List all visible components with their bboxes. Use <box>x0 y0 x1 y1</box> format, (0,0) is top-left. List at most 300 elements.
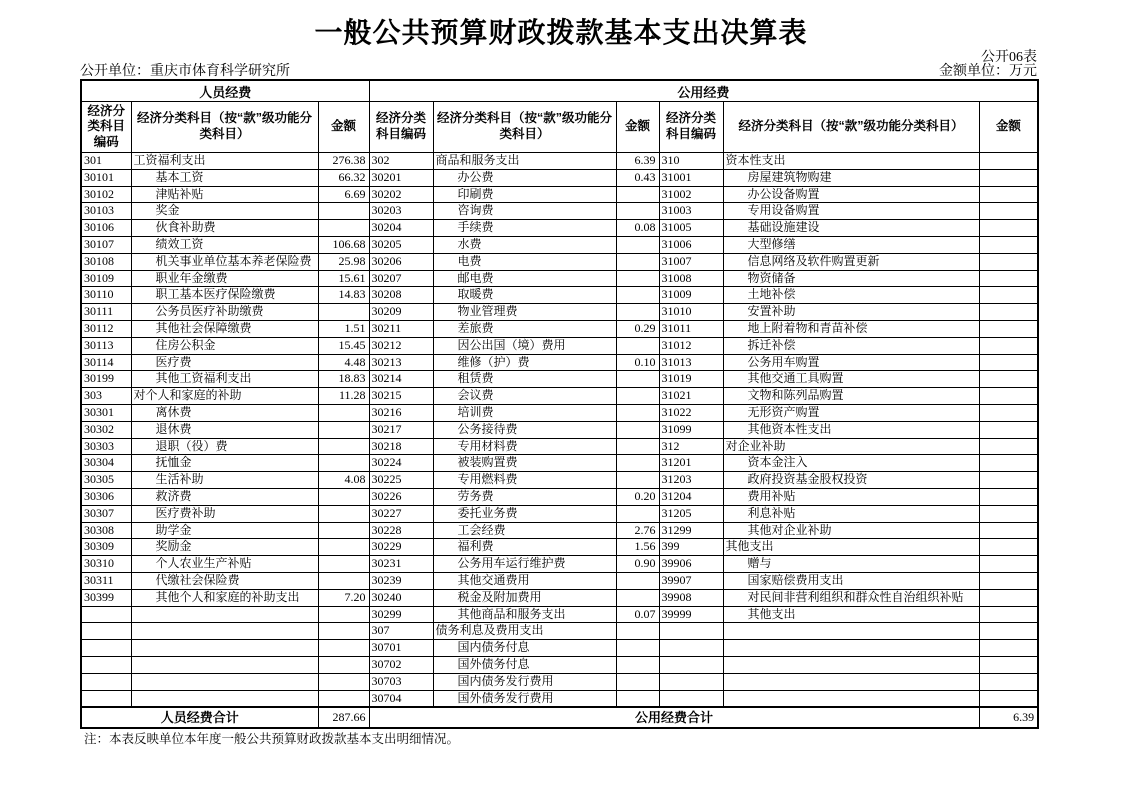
subject-cell: 被装购置费 <box>433 455 616 472</box>
code-cell: 30231 <box>369 556 433 573</box>
subject-cell: 利息补贴 <box>723 505 979 522</box>
amount-column-header: 金额 <box>979 102 1038 153</box>
code-cell: 31205 <box>659 505 723 522</box>
subject-cell: 代缴社会保险费 <box>131 572 318 589</box>
subject-cell: 大型修缮 <box>723 236 979 253</box>
subject-cell: 住房公积金 <box>131 337 318 354</box>
amount-cell <box>616 572 659 589</box>
subject-cell: 拆迁补偿 <box>723 337 979 354</box>
code-cell: 30207 <box>369 270 433 287</box>
table-row <box>81 606 1038 623</box>
table-row <box>81 640 1038 657</box>
amount-cell <box>616 656 659 673</box>
amount-cell <box>979 589 1038 606</box>
amount-cell <box>979 388 1038 405</box>
subject-cell: 对个人和家庭的补助 <box>131 388 318 405</box>
amount-cell <box>318 572 369 589</box>
table-row <box>81 388 1038 405</box>
amount-cell <box>979 236 1038 253</box>
subject-cell: 绩效工资 <box>131 236 318 253</box>
amount-cell <box>318 505 369 522</box>
code-cell: 30213 <box>369 354 433 371</box>
amount-cell <box>979 354 1038 371</box>
code-cell: 30701 <box>369 640 433 657</box>
code-cell: 30227 <box>369 505 433 522</box>
table-body <box>81 153 1038 708</box>
code-cell: 31011 <box>659 320 723 337</box>
code-cell: 30301 <box>81 404 131 421</box>
subject-cell: 政府投资基金股权投资 <box>723 472 979 489</box>
subject-cell: 专用燃料费 <box>433 472 616 489</box>
subject-cell: 医疗费 <box>131 354 318 371</box>
table-row <box>81 556 1038 573</box>
table-row <box>81 589 1038 606</box>
amount-cell <box>979 488 1038 505</box>
amount-cell: 18.83 <box>318 371 369 388</box>
amount-cell <box>979 572 1038 589</box>
subject-cell: 无形资产购置 <box>723 404 979 421</box>
amount-cell <box>318 455 369 472</box>
subject-cell: 其他交通工具购置 <box>723 371 979 388</box>
subject-cell <box>723 623 979 640</box>
subject-cell: 基础设施建设 <box>723 220 979 237</box>
subject-cell: 办公设备购置 <box>723 186 979 203</box>
subject-cell: 其他商品和服务支出 <box>433 606 616 623</box>
subject-cell: 其他资本性支出 <box>723 421 979 438</box>
amount-cell: 4.48 <box>318 354 369 371</box>
code-cell: 31005 <box>659 220 723 237</box>
subject-cell: 租赁费 <box>433 371 616 388</box>
subject-cell: 生活补助 <box>131 472 318 489</box>
amount-cell <box>616 404 659 421</box>
code-cell: 31002 <box>659 186 723 203</box>
amount-cell <box>979 539 1038 556</box>
subject-cell: 维修（护）费 <box>433 354 616 371</box>
personnel-total-label: 人员经费合计 <box>81 707 318 728</box>
code-cell: 301 <box>81 153 131 170</box>
amount-cell: 15.45 <box>318 337 369 354</box>
amount-cell <box>616 203 659 220</box>
code-cell: 30205 <box>369 236 433 253</box>
amount-cell: 25.98 <box>318 253 369 270</box>
code-cell: 31001 <box>659 169 723 186</box>
code-cell: 30202 <box>369 186 433 203</box>
code-cell: 30113 <box>81 337 131 354</box>
subject-cell: 公务用车购置 <box>723 354 979 371</box>
amount-cell <box>979 438 1038 455</box>
amount-cell <box>616 388 659 405</box>
code-cell: 399 <box>659 539 723 556</box>
subject-cell: 专用材料费 <box>433 438 616 455</box>
code-cell: 30704 <box>369 690 433 707</box>
amount-cell: 6.69 <box>318 186 369 203</box>
amount-cell <box>616 421 659 438</box>
amount-cell <box>979 522 1038 539</box>
amount-cell <box>979 153 1038 170</box>
subject-cell: 职工基本医疗保险缴费 <box>131 287 318 304</box>
code-cell: 30703 <box>369 673 433 690</box>
code-cell: 30218 <box>369 438 433 455</box>
amount-cell <box>318 606 369 623</box>
subject-cell: 税金及附加费用 <box>433 589 616 606</box>
amount-cell: 0.07 <box>616 606 659 623</box>
table-row <box>81 270 1038 287</box>
amount-cell <box>616 505 659 522</box>
subject-cell: 津贴补贴 <box>131 186 318 203</box>
code-cell: 30239 <box>369 572 433 589</box>
subject-cell <box>723 673 979 690</box>
code-cell: 30306 <box>81 488 131 505</box>
subject-cell: 工会经费 <box>433 522 616 539</box>
subject-cell: 伙食补助费 <box>131 220 318 237</box>
amount-cell: 0.10 <box>616 354 659 371</box>
subject-cell <box>723 640 979 657</box>
code-cell <box>659 690 723 707</box>
code-cell: 30229 <box>369 539 433 556</box>
code-cell: 303 <box>81 388 131 405</box>
amount-cell <box>616 690 659 707</box>
footnote: 注：本表反映单位本年度一般公共预算财政拨款基本支出明细情况。 <box>84 732 460 746</box>
amount-cell <box>616 455 659 472</box>
amount-cell <box>979 505 1038 522</box>
subject-cell: 助学金 <box>131 522 318 539</box>
amount-cell <box>318 556 369 573</box>
amount-cell <box>979 371 1038 388</box>
code-cell: 31010 <box>659 304 723 321</box>
amount-cell: 0.90 <box>616 556 659 573</box>
code-column-header: 经济分类科目编码 <box>369 102 433 153</box>
group-header-row <box>81 80 1038 102</box>
amount-cell <box>979 203 1038 220</box>
code-cell: 30225 <box>369 472 433 489</box>
column-header-row <box>81 102 1038 153</box>
code-cell: 30201 <box>369 169 433 186</box>
subject-cell: 物业管理费 <box>433 304 616 321</box>
subject-cell: 福利费 <box>433 539 616 556</box>
subject-cell: 奖励金 <box>131 539 318 556</box>
code-cell: 31299 <box>659 522 723 539</box>
code-cell: 30228 <box>369 522 433 539</box>
table-row <box>81 623 1038 640</box>
table-row <box>81 673 1038 690</box>
subject-cell: 会议费 <box>433 388 616 405</box>
code-cell: 30199 <box>81 371 131 388</box>
subject-cell: 债务利息及费用支出 <box>433 623 616 640</box>
amount-cell <box>979 472 1038 489</box>
subject-cell: 退休费 <box>131 421 318 438</box>
table-row <box>81 253 1038 270</box>
code-cell: 30216 <box>369 404 433 421</box>
amount-cell <box>979 320 1038 337</box>
amount-cell <box>616 589 659 606</box>
table-number: 公开06表 <box>981 50 1037 65</box>
subject-cell: 委托业务费 <box>433 505 616 522</box>
subject-column-header: 经济分类科目（按“款”级功能分类科目） <box>433 102 616 153</box>
subject-cell: 取暖费 <box>433 287 616 304</box>
code-column-header: 经济分类科目编码 <box>659 102 723 153</box>
subject-cell: 手续费 <box>433 220 616 237</box>
amount-cell: 7.20 <box>318 589 369 606</box>
subject-cell: 基本工资 <box>131 169 318 186</box>
amount-cell <box>616 253 659 270</box>
table-row <box>81 488 1038 505</box>
subject-cell <box>131 606 318 623</box>
table-row <box>81 404 1038 421</box>
subject-cell: 其他个人和家庭的补助支出 <box>131 589 318 606</box>
amount-cell <box>616 236 659 253</box>
code-cell: 31013 <box>659 354 723 371</box>
amount-cell <box>318 220 369 237</box>
group-header-personnel: 人员经费 <box>81 80 369 102</box>
subject-cell: 公务用车运行维护费 <box>433 556 616 573</box>
code-cell: 302 <box>369 153 433 170</box>
table-row <box>81 371 1038 388</box>
table-row <box>81 337 1038 354</box>
amount-cell <box>616 304 659 321</box>
code-cell: 30311 <box>81 572 131 589</box>
amount-cell <box>979 656 1038 673</box>
table-row <box>81 354 1038 371</box>
amount-cell: 6.39 <box>616 153 659 170</box>
subject-cell: 专用设备购置 <box>723 203 979 220</box>
amount-cell: 66.32 <box>318 169 369 186</box>
code-cell: 30112 <box>81 320 131 337</box>
subject-cell: 印刷费 <box>433 186 616 203</box>
amount-cell <box>979 623 1038 640</box>
subject-cell: 邮电费 <box>433 270 616 287</box>
code-cell: 30399 <box>81 589 131 606</box>
amount-cell: 15.61 <box>318 270 369 287</box>
subject-cell: 因公出国（境）费用 <box>433 337 616 354</box>
subject-cell: 其他交通费用 <box>433 572 616 589</box>
amount-cell <box>616 438 659 455</box>
table-row <box>81 539 1038 556</box>
amount-cell <box>979 287 1038 304</box>
subject-cell: 劳务费 <box>433 488 616 505</box>
subject-cell: 退职（役）费 <box>131 438 318 455</box>
amount-cell <box>318 488 369 505</box>
subject-cell: 国内债务发行费用 <box>433 673 616 690</box>
subject-cell: 安置补助 <box>723 304 979 321</box>
subject-cell: 咨询费 <box>433 203 616 220</box>
code-cell: 30204 <box>369 220 433 237</box>
code-cell: 31006 <box>659 236 723 253</box>
table-row <box>81 320 1038 337</box>
code-cell <box>659 673 723 690</box>
code-cell: 30308 <box>81 522 131 539</box>
code-cell: 30212 <box>369 337 433 354</box>
subject-cell <box>131 623 318 640</box>
amount-cell <box>616 270 659 287</box>
subject-cell: 文物和陈列品购置 <box>723 388 979 405</box>
amount-cell <box>318 623 369 640</box>
subject-cell: 办公费 <box>433 169 616 186</box>
code-cell: 30309 <box>81 539 131 556</box>
table-row <box>81 656 1038 673</box>
code-cell <box>81 656 131 673</box>
code-cell: 30111 <box>81 304 131 321</box>
table-row <box>81 472 1038 489</box>
table-row <box>81 522 1038 539</box>
amount-cell <box>979 253 1038 270</box>
code-cell: 39908 <box>659 589 723 606</box>
amount-cell <box>979 606 1038 623</box>
subject-column-header: 经济分类科目（按“款”级功能分类科目） <box>723 102 979 153</box>
amount-cell <box>616 287 659 304</box>
amount-cell <box>616 186 659 203</box>
code-cell: 30109 <box>81 270 131 287</box>
subject-cell: 差旅费 <box>433 320 616 337</box>
code-column-header: 经济分类科目编码 <box>81 102 131 153</box>
code-cell <box>81 606 131 623</box>
meta-line <box>80 60 1037 78</box>
subject-cell: 水费 <box>433 236 616 253</box>
subject-cell: 公务接待费 <box>433 421 616 438</box>
code-cell: 30307 <box>81 505 131 522</box>
subject-cell: 资本金注入 <box>723 455 979 472</box>
table-row <box>81 236 1038 253</box>
subject-cell: 个人农业生产补贴 <box>131 556 318 573</box>
amount-cell <box>318 421 369 438</box>
page-title: 一般公共预算财政拨款基本支出决算表 <box>314 17 808 48</box>
amount-cell <box>616 337 659 354</box>
personnel-total-amount: 287.66 <box>318 707 369 728</box>
table-row <box>81 220 1038 237</box>
code-cell: 39999 <box>659 606 723 623</box>
code-cell: 31203 <box>659 472 723 489</box>
subject-column-header: 经济分类科目（按“款”级功能分类科目） <box>131 102 318 153</box>
table-row <box>81 287 1038 304</box>
subject-cell <box>131 690 318 707</box>
subject-cell: 奖金 <box>131 203 318 220</box>
public-total-label: 公用经费合计 <box>369 707 979 728</box>
amount-cell <box>318 539 369 556</box>
code-cell: 30106 <box>81 220 131 237</box>
amount-cell: 0.08 <box>616 220 659 237</box>
subject-cell: 机关事业单位基本养老保险费 <box>131 253 318 270</box>
subject-cell: 地上附着物和青苗补偿 <box>723 320 979 337</box>
code-cell <box>81 640 131 657</box>
code-cell: 30240 <box>369 589 433 606</box>
amount-cell <box>318 404 369 421</box>
subject-cell: 对企业补助 <box>723 438 979 455</box>
table-row <box>81 421 1038 438</box>
code-cell <box>659 640 723 657</box>
code-cell: 31019 <box>659 371 723 388</box>
code-cell: 30226 <box>369 488 433 505</box>
subject-cell: 国家赔偿费用支出 <box>723 572 979 589</box>
subject-cell: 信息网络及软件购置更新 <box>723 253 979 270</box>
subject-cell: 工资福利支出 <box>131 153 318 170</box>
amount-cell <box>318 673 369 690</box>
amount-cell: 276.38 <box>318 153 369 170</box>
table-row <box>81 169 1038 186</box>
subject-cell: 救济费 <box>131 488 318 505</box>
amount-cell: 0.29 <box>616 320 659 337</box>
amount-cell <box>979 690 1038 707</box>
table-row <box>81 455 1038 472</box>
subject-cell: 离休费 <box>131 404 318 421</box>
code-cell: 31012 <box>659 337 723 354</box>
amount-cell <box>979 640 1038 657</box>
code-cell: 39907 <box>659 572 723 589</box>
subject-cell: 公务员医疗补助缴费 <box>131 304 318 321</box>
amount-cell <box>979 169 1038 186</box>
subject-cell: 国外债务付息 <box>433 656 616 673</box>
table-row <box>81 690 1038 707</box>
code-cell: 30224 <box>369 455 433 472</box>
amount-cell <box>318 522 369 539</box>
amount-cell <box>979 421 1038 438</box>
code-cell: 31007 <box>659 253 723 270</box>
code-cell: 31204 <box>659 488 723 505</box>
code-cell: 30310 <box>81 556 131 573</box>
code-cell: 31022 <box>659 404 723 421</box>
table-row <box>81 186 1038 203</box>
code-cell: 30302 <box>81 421 131 438</box>
subject-cell: 国内债务付息 <box>433 640 616 657</box>
subject-cell <box>723 656 979 673</box>
subject-cell: 资本性支出 <box>723 153 979 170</box>
amount-cell <box>616 640 659 657</box>
code-cell: 30299 <box>369 606 433 623</box>
code-cell: 30107 <box>81 236 131 253</box>
code-cell: 31099 <box>659 421 723 438</box>
amount-cell: 1.51 <box>318 320 369 337</box>
code-cell: 30211 <box>369 320 433 337</box>
code-cell: 30215 <box>369 388 433 405</box>
public-total-amount: 6.39 <box>979 707 1038 728</box>
code-cell: 30108 <box>81 253 131 270</box>
amount-cell <box>318 656 369 673</box>
totals-row <box>81 707 1038 728</box>
code-cell: 31008 <box>659 270 723 287</box>
amount-cell <box>979 186 1038 203</box>
budget-table <box>80 79 1039 729</box>
amount-column-header: 金额 <box>616 102 659 153</box>
table-row <box>81 438 1038 455</box>
subject-cell: 土地补偿 <box>723 287 979 304</box>
code-cell: 30217 <box>369 421 433 438</box>
code-cell: 30702 <box>369 656 433 673</box>
subject-cell <box>131 640 318 657</box>
code-cell: 30305 <box>81 472 131 489</box>
amount-cell <box>318 640 369 657</box>
subject-cell: 职业年金缴费 <box>131 270 318 287</box>
amount-cell: 0.20 <box>616 488 659 505</box>
amount-cell <box>979 673 1038 690</box>
code-cell: 30303 <box>81 438 131 455</box>
subject-cell <box>131 673 318 690</box>
code-cell <box>659 656 723 673</box>
amount-cell: 4.08 <box>318 472 369 489</box>
amount-cell <box>979 304 1038 321</box>
code-cell: 30214 <box>369 371 433 388</box>
code-cell: 31201 <box>659 455 723 472</box>
subject-cell: 其他工资福利支出 <box>131 371 318 388</box>
subject-cell: 费用补贴 <box>723 488 979 505</box>
amount-cell <box>318 203 369 220</box>
subject-cell: 物资储备 <box>723 270 979 287</box>
subject-cell: 电费 <box>433 253 616 270</box>
amount-cell <box>616 623 659 640</box>
code-cell <box>81 623 131 640</box>
amount-cell: 2.76 <box>616 522 659 539</box>
subject-cell <box>131 656 318 673</box>
amount-cell <box>979 404 1038 421</box>
subject-cell: 抚恤金 <box>131 455 318 472</box>
publishing-unit: 公开单位：重庆市体育科学研究所 <box>80 60 302 81</box>
